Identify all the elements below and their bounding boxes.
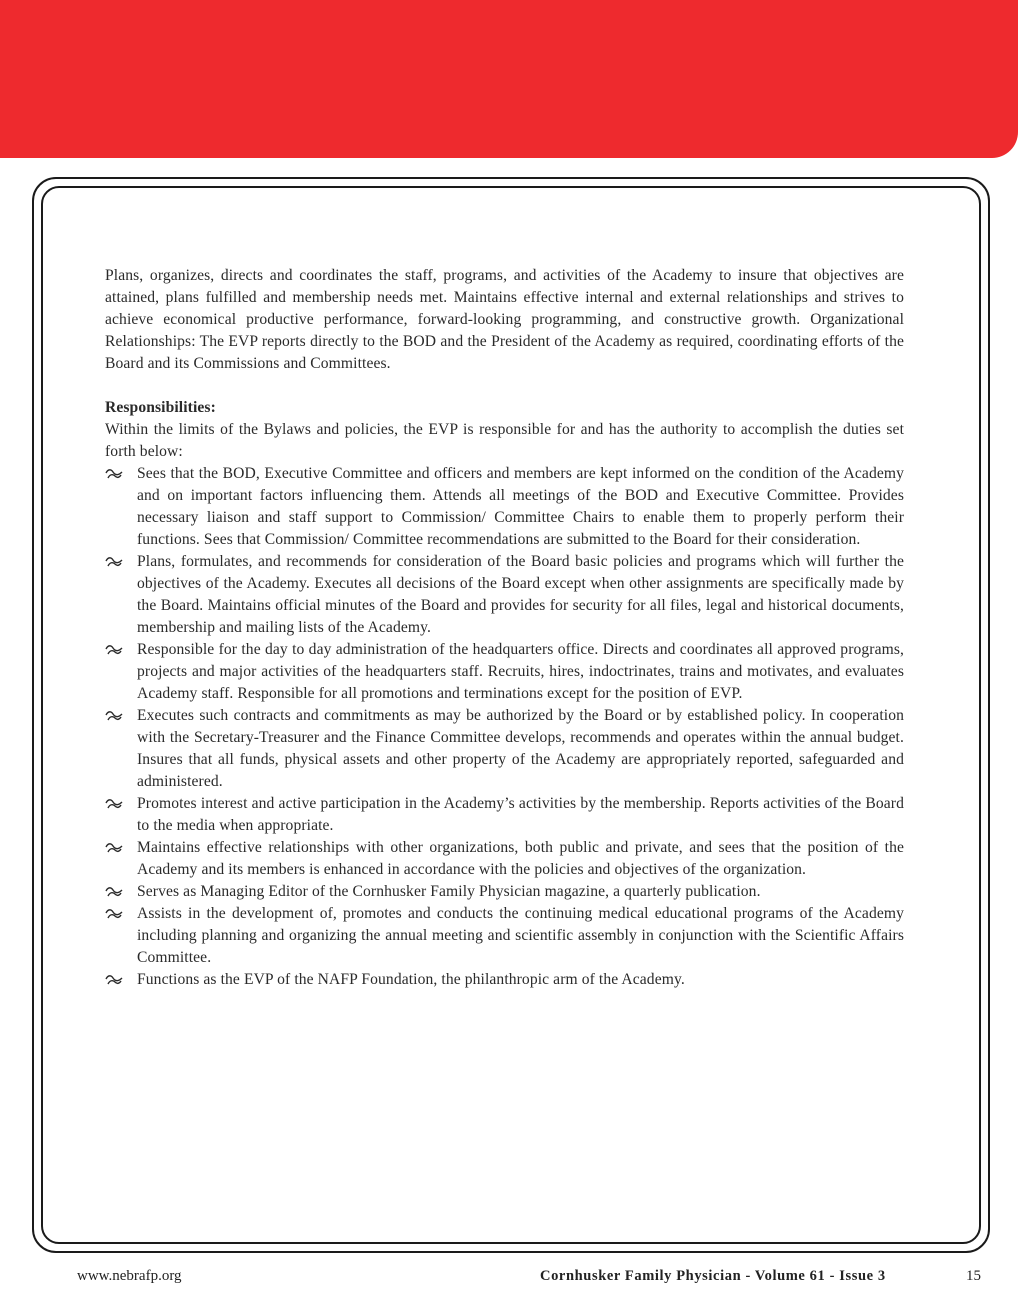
article-body bbox=[105, 265, 904, 991]
responsibilities-list bbox=[105, 463, 904, 991]
swash-bullet-icon bbox=[105, 644, 123, 656]
list-item bbox=[105, 463, 904, 551]
header-color-band bbox=[0, 0, 1018, 158]
swash-bullet-icon bbox=[105, 798, 123, 810]
list-item bbox=[105, 793, 904, 837]
list-item-text: Executes such contracts and commitments as may be authorized by the Board or by established policy. In cooperation with the Secretary-Treasurer and the Finance Committee develops, recommends and operates within the annual budget. Insures that all funds, physical assets and other property of the Academy are appropriately reported, safeguarded and administered. bbox=[137, 707, 904, 790]
responsibilities-heading: Responsibilities: bbox=[105, 399, 216, 416]
list-item-text: Plans, formulates, and recommends for consideration of the Board basic policies and programs which will further the objectives of the Academy. Executes all decisions of the Board except when other assignments are specifically made by the Board. Maintains official minutes of the Board and provides for security for all files, legal and historical documents, membership and mailing lists of the Academy. bbox=[137, 553, 904, 636]
list-item bbox=[105, 639, 904, 705]
list-item-text: Serves as Managing Editor of the Cornhusker Family Physician magazine, a quarterly publication. bbox=[137, 883, 761, 900]
list-item-text: Functions as the EVP of the NAFP Foundation, the philanthropic arm of the Academy. bbox=[137, 971, 685, 988]
swash-bullet-icon bbox=[105, 710, 123, 722]
page-number: 15 bbox=[966, 1268, 981, 1284]
list-item bbox=[105, 551, 904, 639]
list-item-text: Maintains effective relationships with other organizations, both public and private, and sees that the position of the Academy and its members is enhanced in accordance with the policies and objectives of the organization. bbox=[137, 839, 904, 878]
responsibilities-lead: Within the limits of the Bylaws and policies, the EVP is responsible for and has the authority to accomplish the duties set forth below: bbox=[105, 421, 904, 460]
footer-website: www.nebrafp.org bbox=[77, 1268, 182, 1284]
list-item bbox=[105, 837, 904, 881]
intro-paragraph: Plans, organizes, directs and coordinates the staff, programs, and activities of the Academy to insure that objectives are attained, plans fulfilled and membership needs met. Maintains effective internal and external relationships and strives to achieve economical productive performance, forward-looking programming, and constructive growth. Organizational Relationships: The EVP reports directly to the BOD and the President of the Academy as required, coordinating efforts of the Board and its Commissions and Committees. bbox=[105, 267, 904, 372]
swash-bullet-icon bbox=[105, 908, 123, 920]
list-item-text: Responsible for the day to day administration of the headquarters office. Directs and coordinates all approved programs, projects and major activities of the headquarters staff. Recruits, hires, indoctrinates, trains and motivates, and evaluates Academy staff. Responsible for all promotions and terminations except for the position of EVP. bbox=[137, 641, 904, 702]
swash-bullet-icon bbox=[105, 468, 123, 480]
list-item bbox=[105, 881, 904, 903]
swash-bullet-icon bbox=[105, 974, 123, 986]
list-item bbox=[105, 705, 904, 793]
list-item-text: Sees that the BOD, Executive Committee and officers and members are kept informed on the condition of the Academy and on important factors influencing them. Attends all meetings of the BOD and Executive Committee. Provides necessary liaison and staff support to Commission/ Committee Chairs to enable them to properly perform their functions. Sees that Commission/ Committee recommendations are submitted to the Board for their consideration. bbox=[137, 465, 904, 548]
swash-bullet-icon bbox=[105, 886, 123, 898]
footer-publication: Cornhusker Family Physician - Volume 61 - Issue 3 bbox=[540, 1268, 886, 1284]
swash-bullet-icon bbox=[105, 556, 123, 568]
list-item-text: Promotes interest and active participation in the Academy’s activities by the membership. Reports activities of the Board to the media when appropriate. bbox=[137, 795, 904, 834]
list-item bbox=[105, 903, 904, 969]
list-item-text: Assists in the development of, promotes and conducts the continuing medical educational programs of the Academy including planning and organizing the annual meeting and scientific assembly in conjunction with the Scientific Affairs Committee. bbox=[137, 905, 904, 966]
list-item bbox=[105, 969, 904, 991]
swash-bullet-icon bbox=[105, 842, 123, 854]
